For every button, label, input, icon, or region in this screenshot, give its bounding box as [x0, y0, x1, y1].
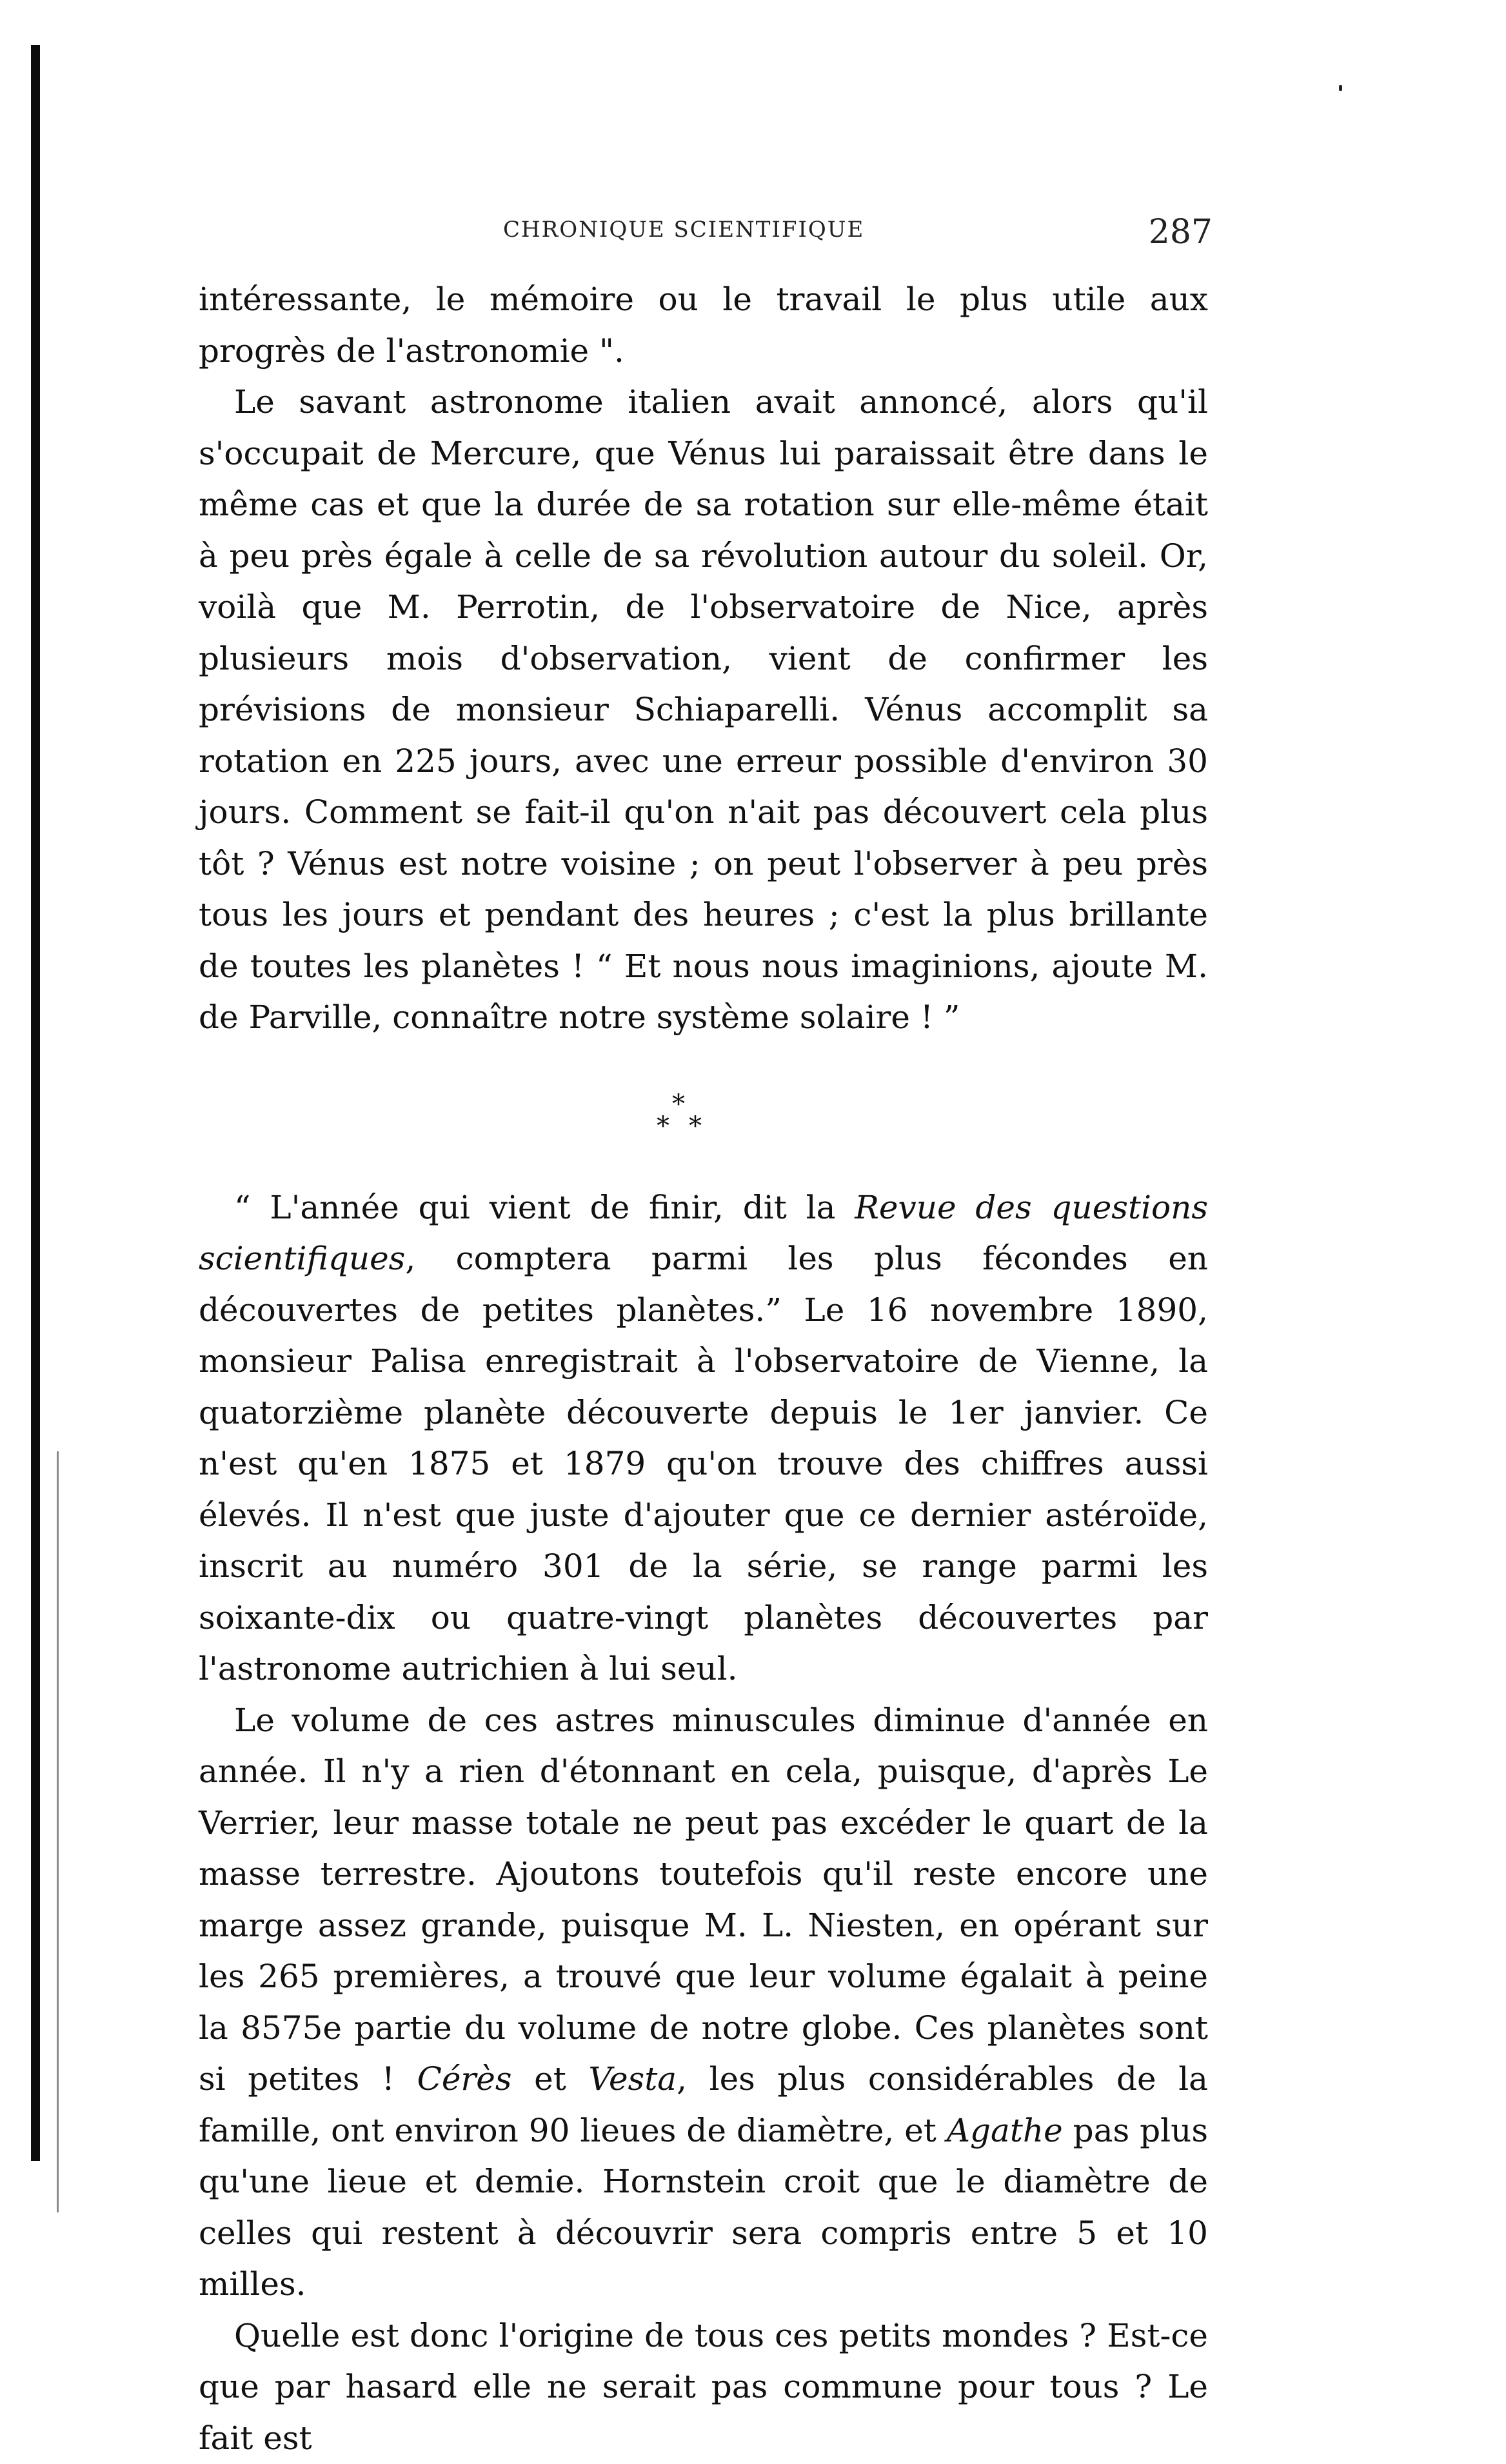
running-title: CHRONIQUE SCIENTIFIQUE — [503, 217, 864, 243]
paragraph-continuation: intéressante, le mémoire ou le travail le plus utile aux progrès de l'astronomie ". — [199, 274, 1208, 377]
page-header — [193, 213, 1213, 259]
asterism-star-right: * — [689, 1113, 702, 1139]
paragraph-venus-rotation: Le savant astronome italien avait annoncé, alors qu'il s'occupait de Mercure, que Vénus lui paraissait être dans le même cas et que la durée de sa rotation sur elle-même était à peu près égale à celle de sa révolution autour du soleil. Or, voilà que M. Perrotin, de l'observatoire de Nice, après plusieurs mois d'observation, vient de confirmer les prévisions de monsieur Schiaparelli. Vénus accomplit sa rotation en 225 jours, avec une erreur possible d'environ 30 jours. Comment se fait-il qu'on n'ait pas découvert cela plus tôt ? Vénus est notre voisine ; on peut l'observer à peu près tous les jours et pendant des heures ; c'est la plus brillante de toutes les planètes ! “ Et nous nous imaginions, ajoute M. de Parville, connaître notre système solaire ! ” — [199, 377, 1208, 1044]
scan-speck — [1339, 85, 1342, 91]
asteroid-name-agathe: Agathe — [947, 2112, 1063, 2149]
asteroid-name-ceres: Cérès — [417, 2060, 512, 2098]
paragraph-asteroid-volume-text-3: , les plus considérables de la famille, ont environ 90 lieues de diamètre, et — [199, 2060, 1208, 2149]
paragraph-origin-question: Quelle est donc l'origine de tous ces petits mondes ? Est-ce que par hasard elle ne serait pas commune pour tous ? Le fait est — [199, 2310, 1208, 2464]
section-asterism — [199, 1044, 1208, 1182]
scan-margin-bar — [31, 45, 40, 2161]
paragraph-minor-planets-text-2: , comptera parmi les plus fécondes en découvertes de petites planètes.” Le 16 novembre 1890, monsieur Palisa enregistrait à l'observatoire de Vienne, la quatorzième planète découverte depuis le 1er janvier. Ce n'est qu'en 1875 et 1879 qu'on trouve des chiffres aussi élevés. Il n'est que juste d'ajouter que ce dernier astéroïde, inscrit au numéro 301 de la série, se range parmi les soixante-dix ou quatre-vingt planètes découvertes par l'astronome autrichien à lui seul. — [199, 1240, 1208, 1687]
asterism-star-left: * — [657, 1113, 669, 1139]
page-number: 287 — [1149, 213, 1213, 252]
asteroid-name-vesta: Vesta — [588, 2060, 677, 2098]
paragraph-asteroid-volume — [199, 1695, 1208, 2310]
paragraph-asteroid-volume-text-1: Le volume de ces astres minuscules diminue d'année en année. Il n'y a rien d'étonnant en cela, puisque, d'après Le Verrier, leur masse totale ne peut pas excéder le quart de la masse terrestre. Ajoutons toutefois qu'il reste encore une marge assez grande, puisque M. L. Niesten, en opérant sur les 265 premières, a trouvé que leur volume égalait à peine la 8575e partie du volume de notre globe. Ces planètes sont si petites ! — [199, 1702, 1208, 2098]
asterism-star-top: * — [672, 1091, 685, 1117]
scan-margin-line — [57, 1451, 59, 2212]
paragraph-asteroid-volume-text-4: pas plus qu'une lieue et demie. Hornstein croit que le diamètre de celles qui restent à découvrir sera compris entre 5 et 10 milles. — [199, 2112, 1208, 2303]
asterism-icon — [657, 1091, 721, 1149]
paragraph-asteroid-volume-text-2: et — [512, 2060, 589, 2098]
paragraph-minor-planets — [199, 1182, 1208, 1695]
paragraph-minor-planets-text-1: “ L'année qui vient de finir, dit la — [234, 1189, 855, 1226]
journal-title: Revue des questions scientifiques — [199, 1189, 1208, 1278]
page-body — [199, 274, 1208, 2464]
